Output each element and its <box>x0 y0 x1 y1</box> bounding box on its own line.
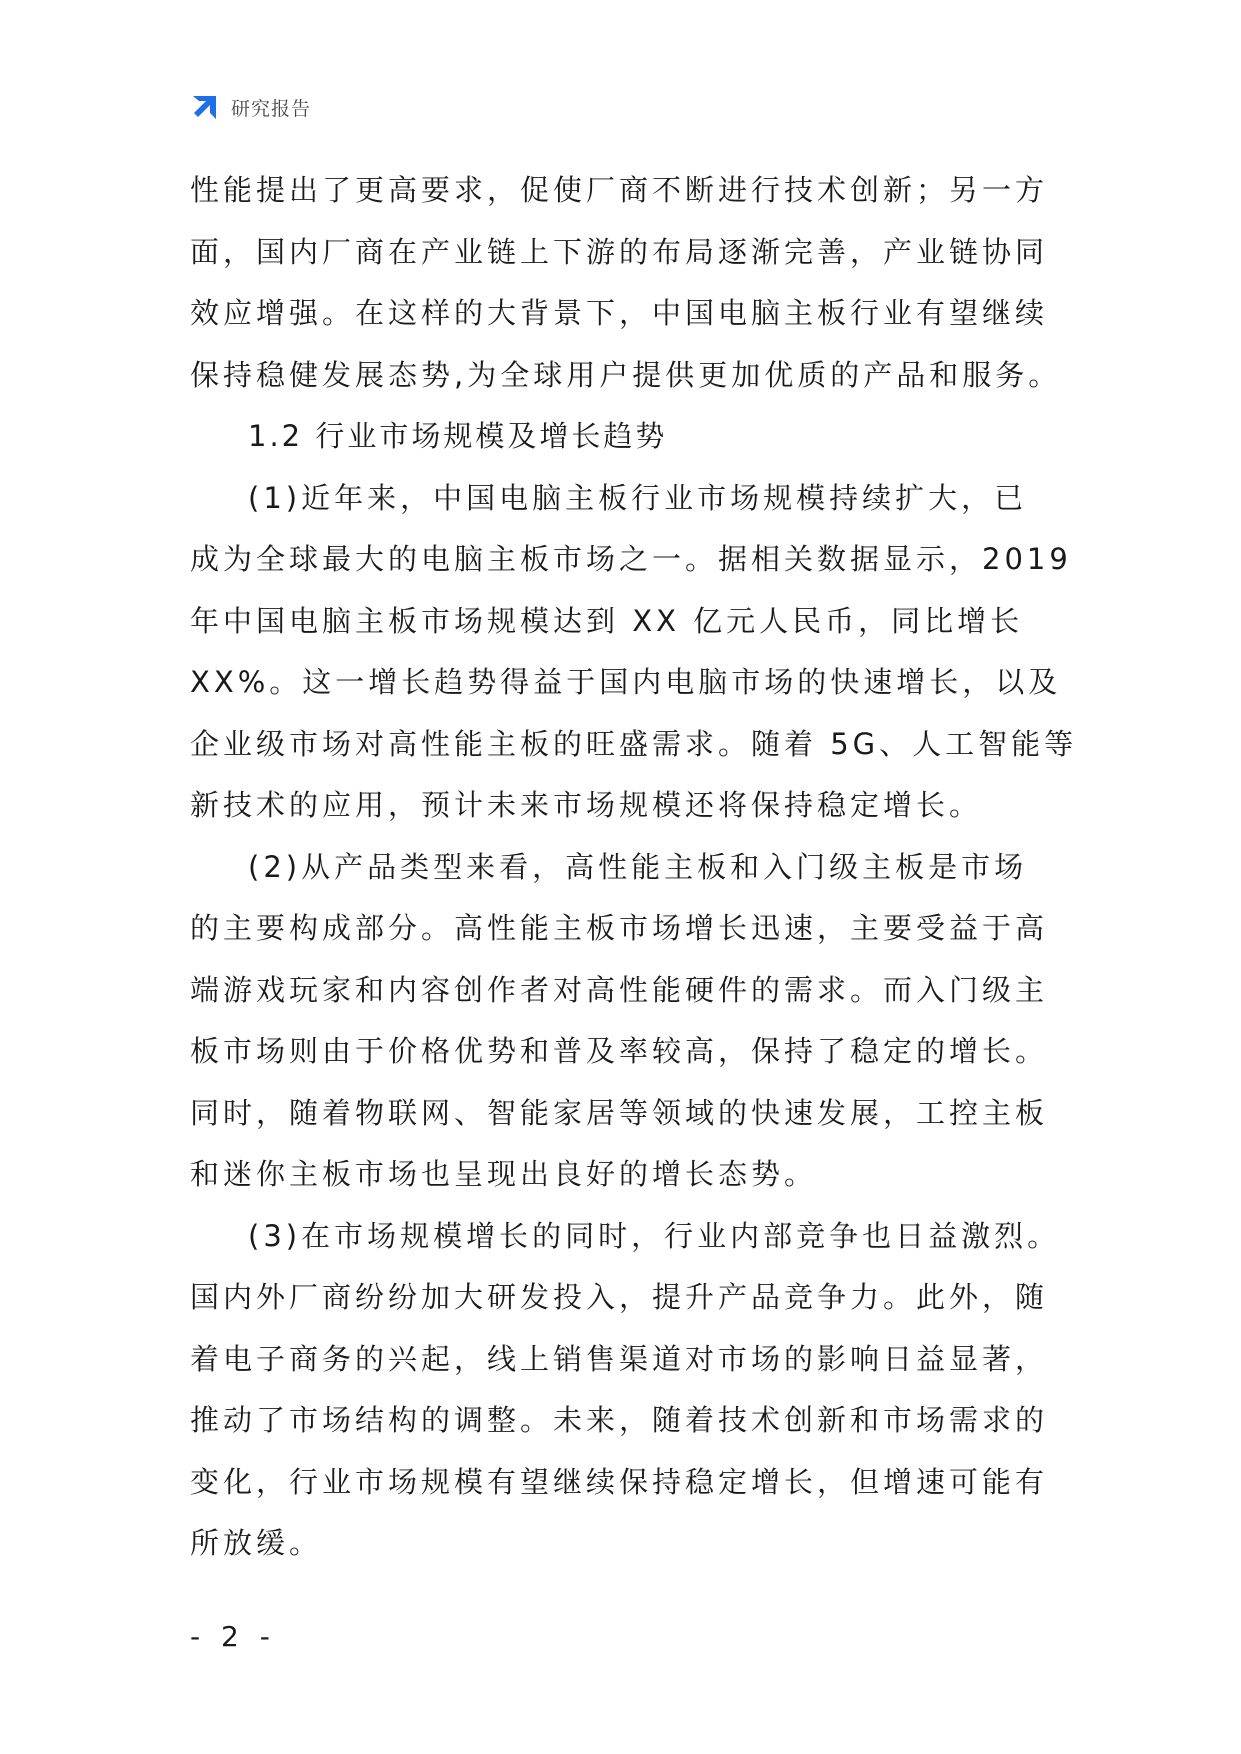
text-line: 变化，行业市场规模有望继续保持稳定增长，但增速可能有 <box>190 1464 1049 1499</box>
text-line: (3)在市场规模增长的同时，行业内部竞争也日益激烈。 <box>248 1218 1061 1253</box>
arrow-up-right-icon <box>189 91 221 123</box>
text-line: 同时，随着物联网、智能家居等领域的快速发展，工控主板 <box>190 1095 1049 1130</box>
text-line: 企业级市场对高性能主板的旺盛需求。随着 5G、人工智能等 <box>190 726 1078 761</box>
report-header <box>189 90 311 124</box>
text-line: 推动了市场结构的调整。未来，随着技术创新和市场需求的 <box>190 1403 1049 1437</box>
paragraph-3 <box>190 1206 1060 1575</box>
section-heading-text: 1.2 行业市场规模及增长趋势 <box>248 419 668 453</box>
document-body <box>190 160 1078 1575</box>
intro-paragraph <box>190 160 1060 406</box>
page-number: - 2 - <box>190 1620 276 1653</box>
text-line: 保持稳健发展态势,为全球用户提供更加优质的产品和服务。 <box>190 357 1062 392</box>
text-line: (1)近年来，中国电脑主板行业市场规模持续扩大，已 <box>248 480 1028 515</box>
text-line: 和迷你主板市场也呈现出良好的增长态势。 <box>190 1157 818 1191</box>
text-line: 着电子商务的兴起，线上销售渠道对市场的影响日益显著， <box>190 1341 1049 1376</box>
text-line: 性能提出了更高要求，促使厂商不断进行技术创新；另一方 <box>190 173 1049 207</box>
text-line: (2)从产品类型来看，高性能主板和入门级主板是市场 <box>248 849 1028 884</box>
text-line: 成为全球最大的电脑主板市场之一。据相关数据显示，2019 <box>190 542 1072 576</box>
text-line: 效应增强。在这样的大背景下，中国电脑主板行业有望继续 <box>190 296 1049 330</box>
section-heading <box>190 406 1060 468</box>
header-title: 研究报告 <box>231 97 312 120</box>
paragraph-2 <box>190 837 1060 1206</box>
text-line: 面，国内厂商在产业链上下游的布局逐渐完善，产业链协同 <box>190 234 1049 269</box>
text-line: 所放缓。 <box>190 1526 323 1560</box>
text-line: 的主要构成部分。高性能主板市场增长迅速，主要受益于高 <box>190 911 1049 945</box>
text-line: 国内外厂商纷纷加大研发投入，提升产品竞争力。此外，随 <box>190 1280 1049 1314</box>
paragraph-1 <box>190 468 1078 837</box>
text-line: 板市场则由于价格优势和普及率较高，保持了稳定的增长。 <box>190 1034 1049 1068</box>
text-line: 年中国电脑主板市场规模达到 XX 亿元人民币，同比增长 <box>190 603 1024 638</box>
text-line: 新技术的应用，预计未来市场规模还将保持稳定增长。 <box>190 788 983 822</box>
text-line: 端游戏玩家和内容创作者对高性能硬件的需求。而入门级主 <box>190 972 1049 1007</box>
text-line: XX%。这一增长趋势得益于国内电脑市场的快速增长，以及 <box>190 665 1062 699</box>
